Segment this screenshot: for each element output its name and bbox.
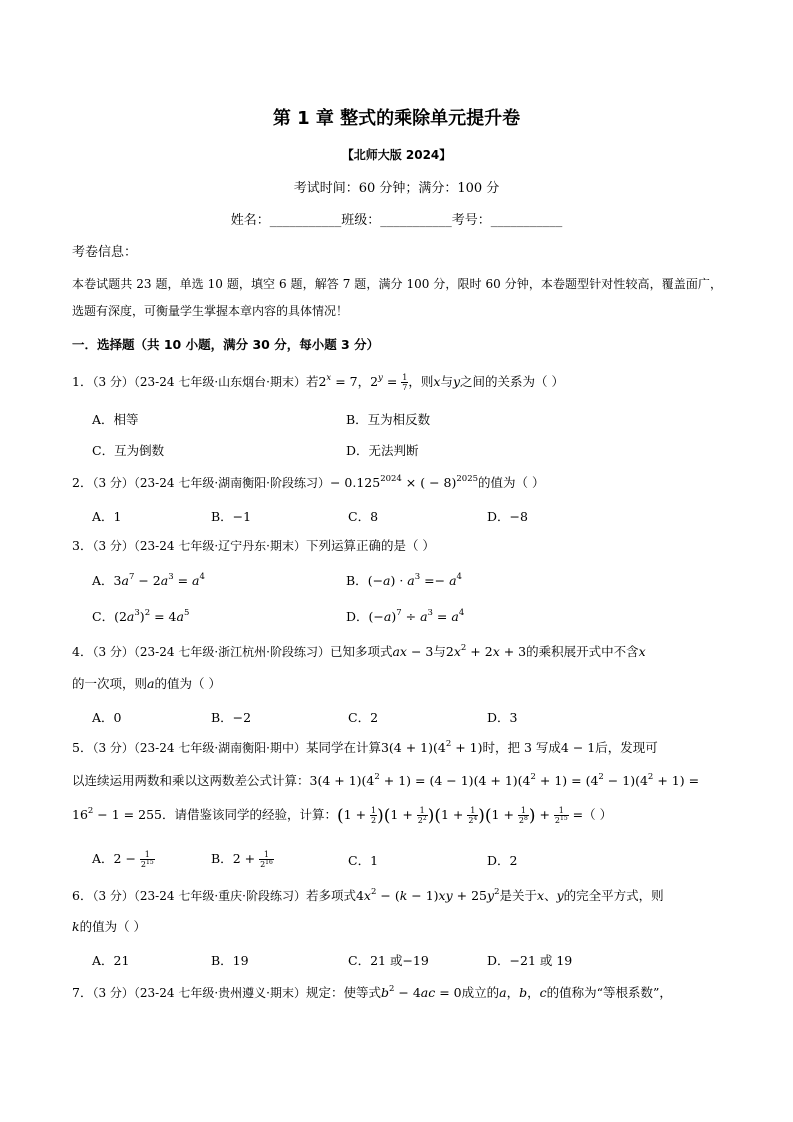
name-blank[interactable]: ___________ xyxy=(269,213,342,228)
question-6: 6．（3 分）（23-24 七年级·重庆·阶段练习）若多项式$4x^2 - (k - 1)xy + 25y^2$是关于x、y的完全平方式，则 xyxy=(72,887,664,903)
section-title: 一．选择题（共 10 小题，满分 30 分，每小题 3 分） xyxy=(72,337,380,352)
question-3: 3．（3 分）（23-24 七年级·辽宁丹东·期末）下列运算正确的是（ ） xyxy=(72,538,435,553)
q4-option-b[interactable]: B．−2 xyxy=(211,710,252,725)
class-blank[interactable]: ___________ xyxy=(380,213,452,228)
student-info-row xyxy=(0,209,793,228)
info-text: 本卷试题共 23 题，单选 10 题，填空 6 题，解答 7 题，满分 100 分，限时 60 分钟，本卷题型针对性较高，覆盖面广，选题有深度，可衡量学生掌握本章内容的具体情况！ xyxy=(72,277,722,318)
question-5: 5．（3 分）（23-24 七年级·湖南衡阳·期中）某同学在计算$3(4 + 1)(4^2 + 1)$时，把 3 写成4 − 1后，发现可 xyxy=(72,739,658,755)
q4-option-a[interactable]: A．0 xyxy=(92,710,122,725)
q6-option-b[interactable]: B．19 xyxy=(211,953,249,968)
question-4-line2: 的一次项，则a的值为（ ） xyxy=(72,676,221,691)
info-label: 考卷信息： xyxy=(72,245,138,260)
question-5-line3: $16^2 - 1 = 255$．请借鉴该同学的经验，计算：(1 + $\frac{1}{2}$ )(1 + $\frac{1}{2^2}$ )(1 + $\frac{1}{2^4}$ )(1 + $\frac{1}{2^8}$ ) + $\frac{1}{2^{15}}$ =（ ） xyxy=(72,806,613,826)
q3-option-a[interactable]: A．$3a^7 - 2a^3 = a^4$ xyxy=(92,572,205,588)
q2-option-b[interactable]: B．−1 xyxy=(211,509,252,524)
question-5-line2: 以连续运用两数和乘以这两数差公式计算：$3(4 + 1)(4^2 + 1) = (4 - 1)(4 + 1)(4^2 + 1) = (4^2 - 1)(4^2 + 1)$ = xyxy=(72,772,700,788)
q5-option-c[interactable]: C．1 xyxy=(348,853,379,868)
q1-option-a[interactable]: A．相等 xyxy=(92,412,139,427)
q4-option-c[interactable]: C．2 xyxy=(348,710,379,725)
number-blank[interactable]: ___________ xyxy=(490,213,563,228)
q6-option-d[interactable]: D．−21 或 19 xyxy=(487,953,573,968)
exam-time: 考试时间：60 分钟；满分：100 分 xyxy=(293,181,500,196)
q1-option-b[interactable]: B．互为相反数 xyxy=(346,412,431,427)
q1-option-d[interactable]: D．无法判断 xyxy=(346,443,419,458)
q6-option-a[interactable]: A．21 xyxy=(92,953,130,968)
q4-option-d[interactable]: D．3 xyxy=(487,710,518,725)
page-title: 第 1 章 整式的乘除单元提升卷 xyxy=(272,108,521,129)
q5-option-b[interactable]: B．2 + $\frac{1}{2^{16}}$ xyxy=(211,850,273,869)
q5-option-d[interactable]: D．2 xyxy=(487,853,518,868)
class-label: 班级： xyxy=(341,213,381,228)
question-6-line2: k的值为（ ） xyxy=(72,919,147,934)
number-label: 考号： xyxy=(451,213,491,228)
q3-option-b[interactable]: B．$(-a) \cdot a^3 =- a^4$ xyxy=(346,572,462,588)
q3-option-c[interactable]: C．$(2a^3)^2 = 4a^5$ xyxy=(92,608,190,624)
question-1: 1．（3 分）（23-24 七年级·山东烟台·期末）若$2^x = 7$，$2^y$ = $\frac{1}{7}$ ，则x与y之间的关系为（ ） xyxy=(72,373,565,392)
question-7: 7．（3 分）（23-24 七年级·贵州遵义·期末）规定：使等式$b^2 - 4ac = 0$成立的a，b，c的值称为“等根系数”， xyxy=(72,984,672,1000)
q2-option-d[interactable]: D．−8 xyxy=(487,509,528,524)
name-label: 姓名： xyxy=(230,213,270,228)
q2-option-c[interactable]: C．8 xyxy=(348,509,379,524)
q3-option-d[interactable]: D．$(-a)^7 \div a^3 = a^4$ xyxy=(346,608,465,624)
question-2: 2．（3 分）（23-24 七年级·湖南衡阳·阶段练习）− $0.125^{2024}$ × ( − 8)$^{2025}$的值为（ ） xyxy=(72,474,545,490)
q2-option-a[interactable]: A．1 xyxy=(92,509,122,524)
q5-option-a[interactable]: A．2 − $\frac{1}{2^{15}}$ xyxy=(92,850,154,869)
edition-label: 【北师大版 2024】 xyxy=(341,148,452,162)
q6-option-c[interactable]: C．21 或−19 xyxy=(348,953,429,968)
q1-option-c[interactable]: C．互为倒数 xyxy=(92,443,165,458)
question-4: 4．（3 分）（23-24 七年级·浙江杭州·阶段练习）已知多项式ax − 3与$2x^2 + 2x + 3$的乘积展开式中不含x xyxy=(72,643,646,659)
